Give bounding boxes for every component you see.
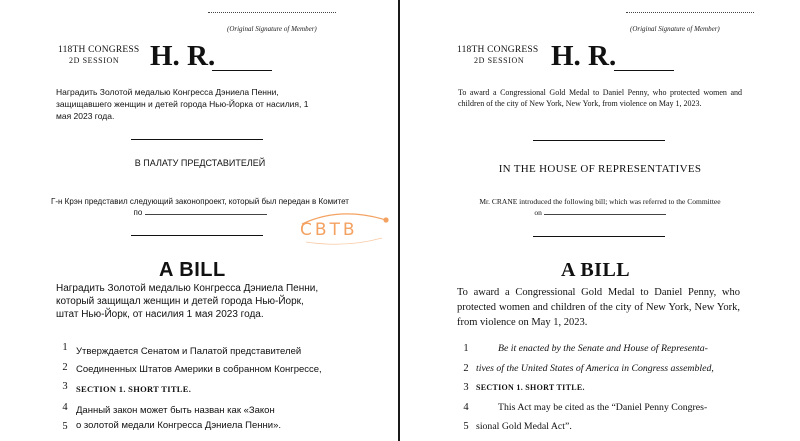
separator-rule (533, 236, 665, 237)
bill-line: Утверждается Сенатом и Палатой представителей (76, 346, 302, 357)
separator-rule (533, 140, 665, 141)
session-label: 2D SESSION (474, 56, 525, 65)
session-label: 2D SESSION (69, 56, 120, 65)
enacting-clause-line: Be it enacted by the Senate and House of Representa- (498, 343, 708, 354)
watermark-orbit-icon (300, 212, 394, 246)
intro-sentence: Г-н Крэн представил следующий законопроект, который был передан в Комитет (51, 197, 349, 206)
separator-rule (131, 235, 263, 236)
house-heading: В ПАЛАТУ ПРЕДСТАВИТЕЛЕЙ (134, 158, 266, 168)
bill-number-blank (212, 70, 272, 71)
line-number: 1 (463, 343, 469, 354)
bill-number-blank (614, 70, 674, 71)
right-page-english (400, 0, 800, 441)
bill-line: о золотой медали Конгресса Дэниела Пенни». (76, 420, 281, 431)
congress-label: 118TH CONGRESS (58, 45, 140, 55)
long-title: Наградить Золотой медалью Конгресса Дэниела Пенни, который защищал женщин и детей города Нью-Йорк, штат Нью-Йорк, от насилия 1 мая 2023 года. (56, 283, 319, 320)
a-bill-heading: A BILL (561, 259, 631, 281)
committee-blank (145, 207, 267, 215)
separator-rule (131, 139, 263, 140)
line-number: 5 (62, 421, 68, 432)
line-number: 2 (463, 363, 469, 374)
short-title: To award a Congressional Gold Medal to Daniel Penny, who protected women and children of the city of New York, New York, from violence on May 1, 2023. (458, 88, 742, 108)
bill-id: H. R. (551, 40, 617, 72)
bill-line: sional Gold Medal Act”. (476, 421, 572, 432)
line-number: 3 (463, 382, 469, 393)
signature-caption: (Original Signature of Member) (227, 25, 317, 33)
bill-line: Соединенных Штатов Америки в собранном Конгрессе, (76, 364, 322, 375)
watermark-text: СВТВ (300, 220, 358, 240)
a-bill-heading: A BILL (159, 259, 226, 281)
bill-id: H. R. (150, 40, 216, 72)
long-title: To award a Congressional Gold Medal to Daniel Penny, who protected women and children of the city of New York, New York, from violence on May 1, 2023. (457, 287, 740, 328)
bill-line: This Act may be cited as the “Daniel Penny Congres- (498, 402, 708, 413)
section-heading: SECTION 1. SHORT TITLE. (476, 383, 585, 392)
signature-line (626, 12, 754, 13)
congress-label: 118TH CONGRESS (457, 45, 539, 55)
intro-sentence: Mr. CRANE introduced the following bill; which was referred to the Committee (479, 197, 721, 206)
house-heading: IN THE HOUSE OF REPRESENTATIVES (498, 163, 702, 175)
section-heading: SECTION 1. SHORT TITLE. (76, 384, 192, 394)
intro-on-label: по (133, 208, 143, 217)
watermark-logo (300, 212, 394, 246)
line-number: 4 (62, 402, 68, 413)
bill-line: Данный закон может быть назван как «Закон (76, 405, 275, 416)
signature-line (208, 12, 336, 13)
enacting-clause-line: tives of the United States of America in Congress assembled, (476, 363, 714, 374)
signature-caption: (Original Signature of Member) (630, 25, 720, 33)
introduction-text (430, 196, 770, 218)
line-number: 1 (62, 342, 68, 353)
committee-blank (544, 207, 666, 215)
intro-on-label: on (534, 208, 542, 217)
line-number: 2 (62, 362, 68, 373)
line-number: 3 (62, 381, 68, 392)
line-number: 4 (463, 402, 469, 413)
line-number: 5 (463, 421, 469, 432)
short-title: Наградить Золотой медалью Конгресса Дэниела Пенни, защищавшего женщин и детей города Нью-Йорка от насилия, 1 мая 2023 года. (56, 87, 309, 121)
